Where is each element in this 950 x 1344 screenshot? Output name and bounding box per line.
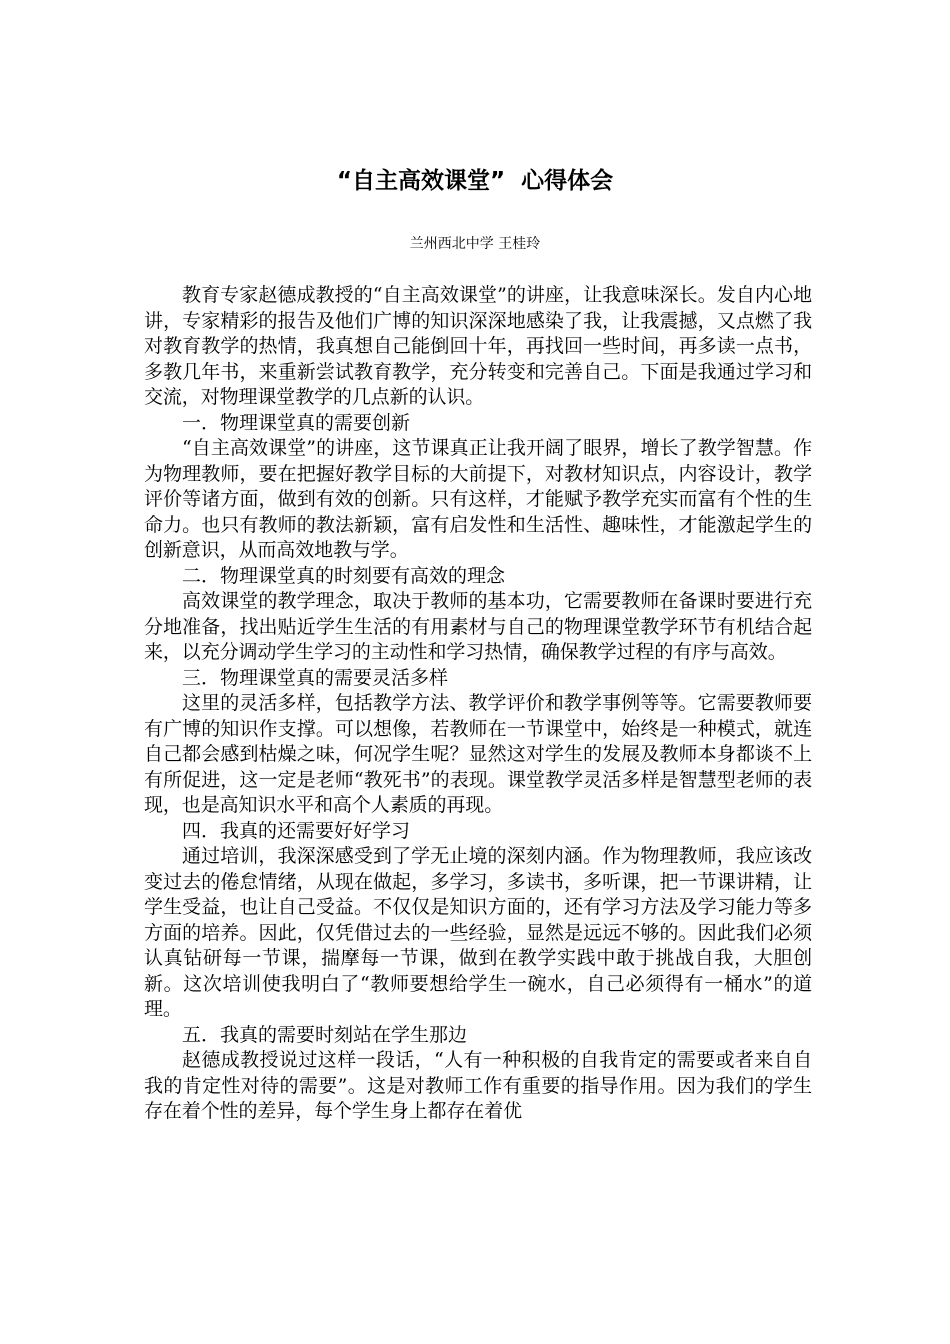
- document-title: “自主高效课堂” 心得体会: [336, 168, 614, 194]
- section-heading-2: 二．物理课堂真的时刻要有高效的理念: [182, 564, 506, 587]
- section-paragraph-4: 通过培训，我深深感受到了学无止境的深刻内涵。作为物理教师，我应该改变过去的倦怠情绪，从现在做起，多学习，多读书，多听课，把一节课讲精，让学生受益，也让自己受益。不仅仅是知识方面的，还有学习方法及学习能力等多方面的培养。因此，仅凭借过去的一些经验，显然是远远不够的。因此我们必须认真钻研每一节课，揣摩每一节课，做到在教学实践中敢于挑战自我，大胆创新。这次培训使我明白了“教师要想给学生一碗水，自己必须得有一桶水”的道理。: [144, 845, 812, 1020]
- section-heading-1: 一．物理课堂真的需要创新: [182, 411, 411, 434]
- section-heading-5: 五．我真的需要时刻站在学生那边: [182, 1023, 468, 1046]
- section-paragraph-5: 赵德成教授说过这样一段话，“人有一种积极的自我肯定的需要或者来自自我的肯定性对待的需要”。这是对教师工作有重要的指导作用。因为我们的学生存在着个性的差异，每个学生身上都存在着优: [144, 1049, 812, 1122]
- section-heading-4: 四．我真的还需要好好学习: [182, 819, 411, 842]
- intro-paragraph: 教育专家赵德成教授的“自主高效课堂”的讲座，让我意味深长。发自内心地讲，专家精彩的报告及他们广博的知识深深地感染了我，让我震撼，又点燃了我对教育教学的热情，我真想自己能倒回十年，再找回一些时间，再多读一点书，多教几年书，来重新尝试教育教学，充分转变和完善自己。下面是我通过学习和交流，对物理课堂教学的几点新的认识。: [144, 284, 812, 408]
- section-paragraph-1: “自主高效课堂”的讲座，这节课真正让我开阔了眼界，增长了教学智慧。作为物理教师，要在把握好教学目标的大前提下，对教材知识点，内容设计，教学评价等诸方面，做到有效的创新。只有这样，才能赋予教学充实而富有个性的生命力。也只有教师的教法新颖，富有启发性和生活性、趣味性，才能激起学生的创新意识，从而高效地教与学。: [144, 437, 812, 561]
- section-paragraph-3: 这里的灵活多样，包括教学方法、教学评价和教学事例等等。它需要教师要有广博的知识作支撑。可以想像，若教师在一节课堂中，始终是一种模式，就连自己都会感到枯燥之味，何况学生呢？显然这对学生的发展及教师本身都谈不上有所促进，这一定是老师“教死书”的表现。课堂教学灵活多样是智慧型老师的表现，也是高知识水平和高个人素质的再现。: [144, 692, 812, 816]
- author-line: 兰州西北中学 王桂玲: [409, 236, 541, 252]
- section-paragraph-2: 高效课堂的教学理念，取决于教师的基本功，它需要教师在备课时要进行充分地准备，找出贴近学生生活的有用素材与自己的物理课堂教学环节有机结合起来，以充分调动学生学习的主动性和学习热情，确保教学过程的有序与高效。: [144, 590, 812, 663]
- document-body: [144, 283, 812, 1125]
- section-heading-3: 三．物理课堂真的需要灵活多样: [182, 666, 449, 689]
